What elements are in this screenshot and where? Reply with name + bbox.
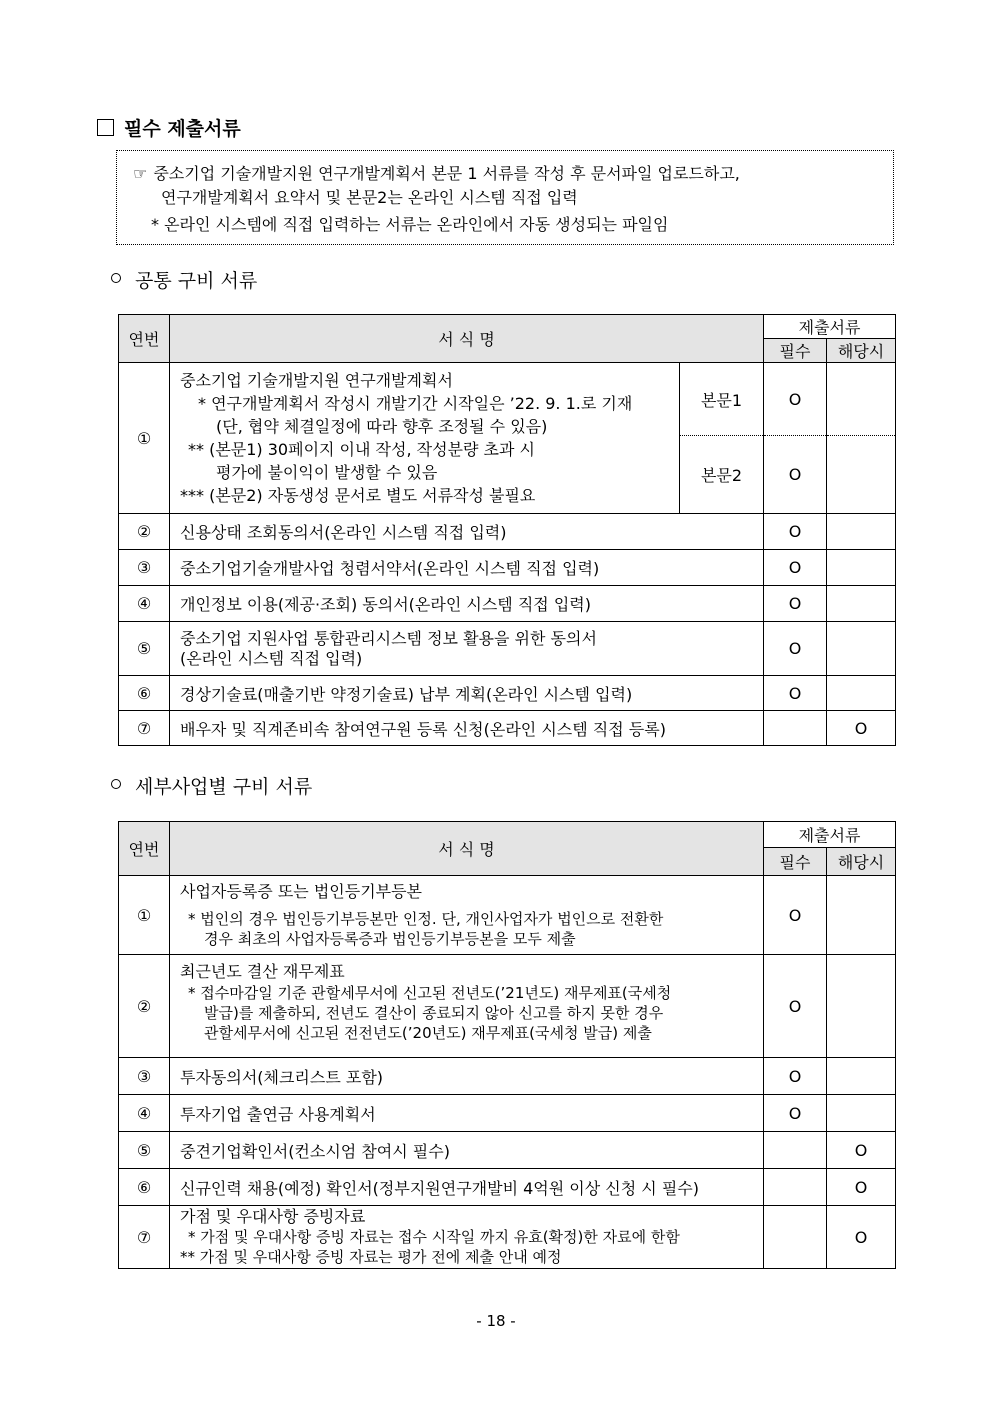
common-docs-table: [118, 314, 896, 746]
header-form-name: 서 식 명: [170, 822, 764, 876]
notice-line-2: 연구개발계획서 요약서 및 본문2는 온라인 시스템 직접 입력: [161, 188, 578, 207]
row-number: ⑥: [119, 676, 170, 711]
header-no: 연번: [119, 822, 170, 876]
page-number: - 18 -: [476, 1312, 516, 1330]
table-row: [119, 363, 896, 436]
table-row: [119, 550, 896, 586]
pointing-hand-icon: ☞: [133, 164, 148, 183]
form-name-cell: 신용상태 조회동의서(온라인 시스템 직접 입력): [170, 514, 764, 550]
row-number: ⑥: [119, 1169, 170, 1206]
notice-box: [116, 150, 894, 245]
applicable-mark: [827, 586, 896, 622]
row-number: ②: [119, 955, 170, 1058]
notice-line-3: * 온라인 시스템에 직접 입력하는 서류는 온라인에서 자동 생성되는 파일임: [151, 215, 669, 234]
header-required: 필수: [764, 339, 827, 363]
section-heading: [97, 114, 241, 141]
form-name-cell: 경상기술료(매출기반 약정기술료) 납부 계획(온라인 시스템 입력): [170, 676, 764, 711]
row-number: ①: [119, 363, 170, 514]
row-number: ③: [119, 1058, 170, 1095]
table-row: [119, 514, 896, 550]
required-mark: O: [764, 1095, 827, 1132]
table-row: [119, 1095, 896, 1132]
header-form-name: 서 식 명: [170, 315, 764, 363]
header-submit: 제출서류: [764, 822, 896, 848]
required-mark: O: [764, 363, 827, 436]
table-row: [119, 1132, 896, 1169]
applicable-mark: [827, 550, 896, 586]
table-row: [119, 676, 896, 711]
applicable-mark: O: [827, 1132, 896, 1169]
required-mark: [764, 1206, 827, 1269]
required-mark: [764, 1132, 827, 1169]
form-name-cell: 배우자 및 직계존비속 참여연구원 등록 신청(온라인 시스템 직접 등록): [170, 711, 764, 746]
applicable-mark: [827, 436, 896, 514]
form-name-cell: 신규인력 채용(예정) 확인서(정부지원연구개발비 4억원 이상 신청 시 필수): [170, 1169, 764, 1206]
row-number: ⑤: [119, 1132, 170, 1169]
applicable-mark: O: [827, 1206, 896, 1269]
required-mark: O: [764, 622, 827, 676]
part-label-2: 본문2: [680, 436, 764, 514]
row-number: ③: [119, 550, 170, 586]
table-row: [119, 586, 896, 622]
required-mark: O: [764, 876, 827, 955]
form-name-cell: 중소기업기술개발사업 청렴서약서(온라인 시스템 직접 입력): [170, 550, 764, 586]
header-applicable: 해당시: [827, 848, 896, 876]
form-name-cell: 투자기업 출연금 사용계획서: [170, 1095, 764, 1132]
applicable-mark: [827, 955, 896, 1058]
required-mark: O: [764, 676, 827, 711]
required-mark: O: [764, 586, 827, 622]
form-name-cell: 중소기업 기술개발지원 연구개발계획서 * 연구개발계획서 작성시 개발기간 시작일은 ’22. 9. 1.로 기재 (단, 협약 체결일정에 따라 향후 조정될 수 있음) ** (본문1) 30페이지 이내 작성, 작성분량 초과 시 평가에 불이익이 발생할 수 있음 *** (본문2) 자동생성 문서로 별도 서류작성 불필요: [170, 363, 680, 514]
applicable-mark: [827, 514, 896, 550]
table-row: [119, 1169, 896, 1206]
row-number: ⑦: [119, 711, 170, 746]
checkbox-square-icon: [97, 119, 114, 136]
detail-docs-subtitle: 세부사업별 구비 서류: [111, 772, 312, 799]
header-applicable: 해당시: [827, 339, 896, 363]
applicable-mark: O: [827, 711, 896, 746]
form-name-cell: 사업자등록증 또는 법인등기부등본 * 법인의 경우 법인등기부등본만 인정. 단, 개인사업자가 법인으로 전환한 경우 최초의 사업자등록증과 법인등기부등본을 모두 제출: [170, 876, 764, 955]
required-mark: O: [764, 514, 827, 550]
circle-bullet-icon: [111, 779, 121, 789]
common-docs-subtitle: 공통 구비 서류: [111, 266, 257, 293]
table-row: [119, 1058, 896, 1095]
form-name-cell: 가점 및 우대사항 증빙자료 * 가점 및 우대사항 증빙 자료는 접수 시작일 까지 유효(확정)한 자료에 한함 ** 가점 및 우대사항 증빙 자료는 평가 전에 제출 안내 예정: [170, 1206, 764, 1269]
form-name-cell: 개인정보 이용(제공·조회) 동의서(온라인 시스템 직접 입력): [170, 586, 764, 622]
form-name-cell: 중소기업 지원사업 통합관리시스템 정보 활용을 위한 동의서 (온라인 시스템 직접 입력): [170, 622, 764, 676]
table-row: [119, 711, 896, 746]
form-name-cell: 최근년도 결산 재무제표 * 접수마감일 기준 관할세무서에 신고된 전년도(’21년도) 재무제표(국세청 발급)를 제출하되, 전년도 결산이 종료되지 않아 신고를 하지 못한 경우 관할세무서에 신고된 전전년도(’20년도) 재무제표(국세청 발급) 제출: [170, 955, 764, 1058]
detail-docs-table: [118, 821, 896, 1269]
applicable-mark: [827, 1058, 896, 1095]
row-number: ⑤: [119, 622, 170, 676]
required-mark: O: [764, 550, 827, 586]
part-label-1: 본문1: [680, 363, 764, 436]
header-required: 필수: [764, 848, 827, 876]
header-submit: 제출서류: [764, 315, 896, 339]
table-row: [119, 955, 896, 1058]
required-mark: O: [764, 955, 827, 1058]
required-mark: O: [764, 1058, 827, 1095]
table-row: [119, 876, 896, 955]
required-mark: O: [764, 436, 827, 514]
row-number: ①: [119, 876, 170, 955]
form-name-cell: 투자동의서(체크리스트 포함): [170, 1058, 764, 1095]
header-no: 연번: [119, 315, 170, 363]
applicable-mark: [827, 676, 896, 711]
row-number: ④: [119, 586, 170, 622]
row-number: ②: [119, 514, 170, 550]
table-row: [119, 622, 896, 676]
applicable-mark: [827, 622, 896, 676]
row-number: ④: [119, 1095, 170, 1132]
applicable-mark: O: [827, 1169, 896, 1206]
notice-line-1: ☞ 중소기업 기술개발지원 연구개발계획서 본문 1 서류를 작성 후 문서파일 업로드하고,: [133, 164, 740, 183]
section-title: 필수 제출서류: [124, 118, 241, 140]
required-mark: [764, 711, 827, 746]
form-name-cell: 중견기업확인서(컨소시엄 참여시 필수): [170, 1132, 764, 1169]
applicable-mark: [827, 876, 896, 955]
applicable-mark: [827, 363, 896, 436]
row-number: ⑦: [119, 1206, 170, 1269]
table-row: [119, 1206, 896, 1269]
required-mark: [764, 1169, 827, 1206]
circle-bullet-icon: [111, 273, 121, 283]
applicable-mark: [827, 1095, 896, 1132]
